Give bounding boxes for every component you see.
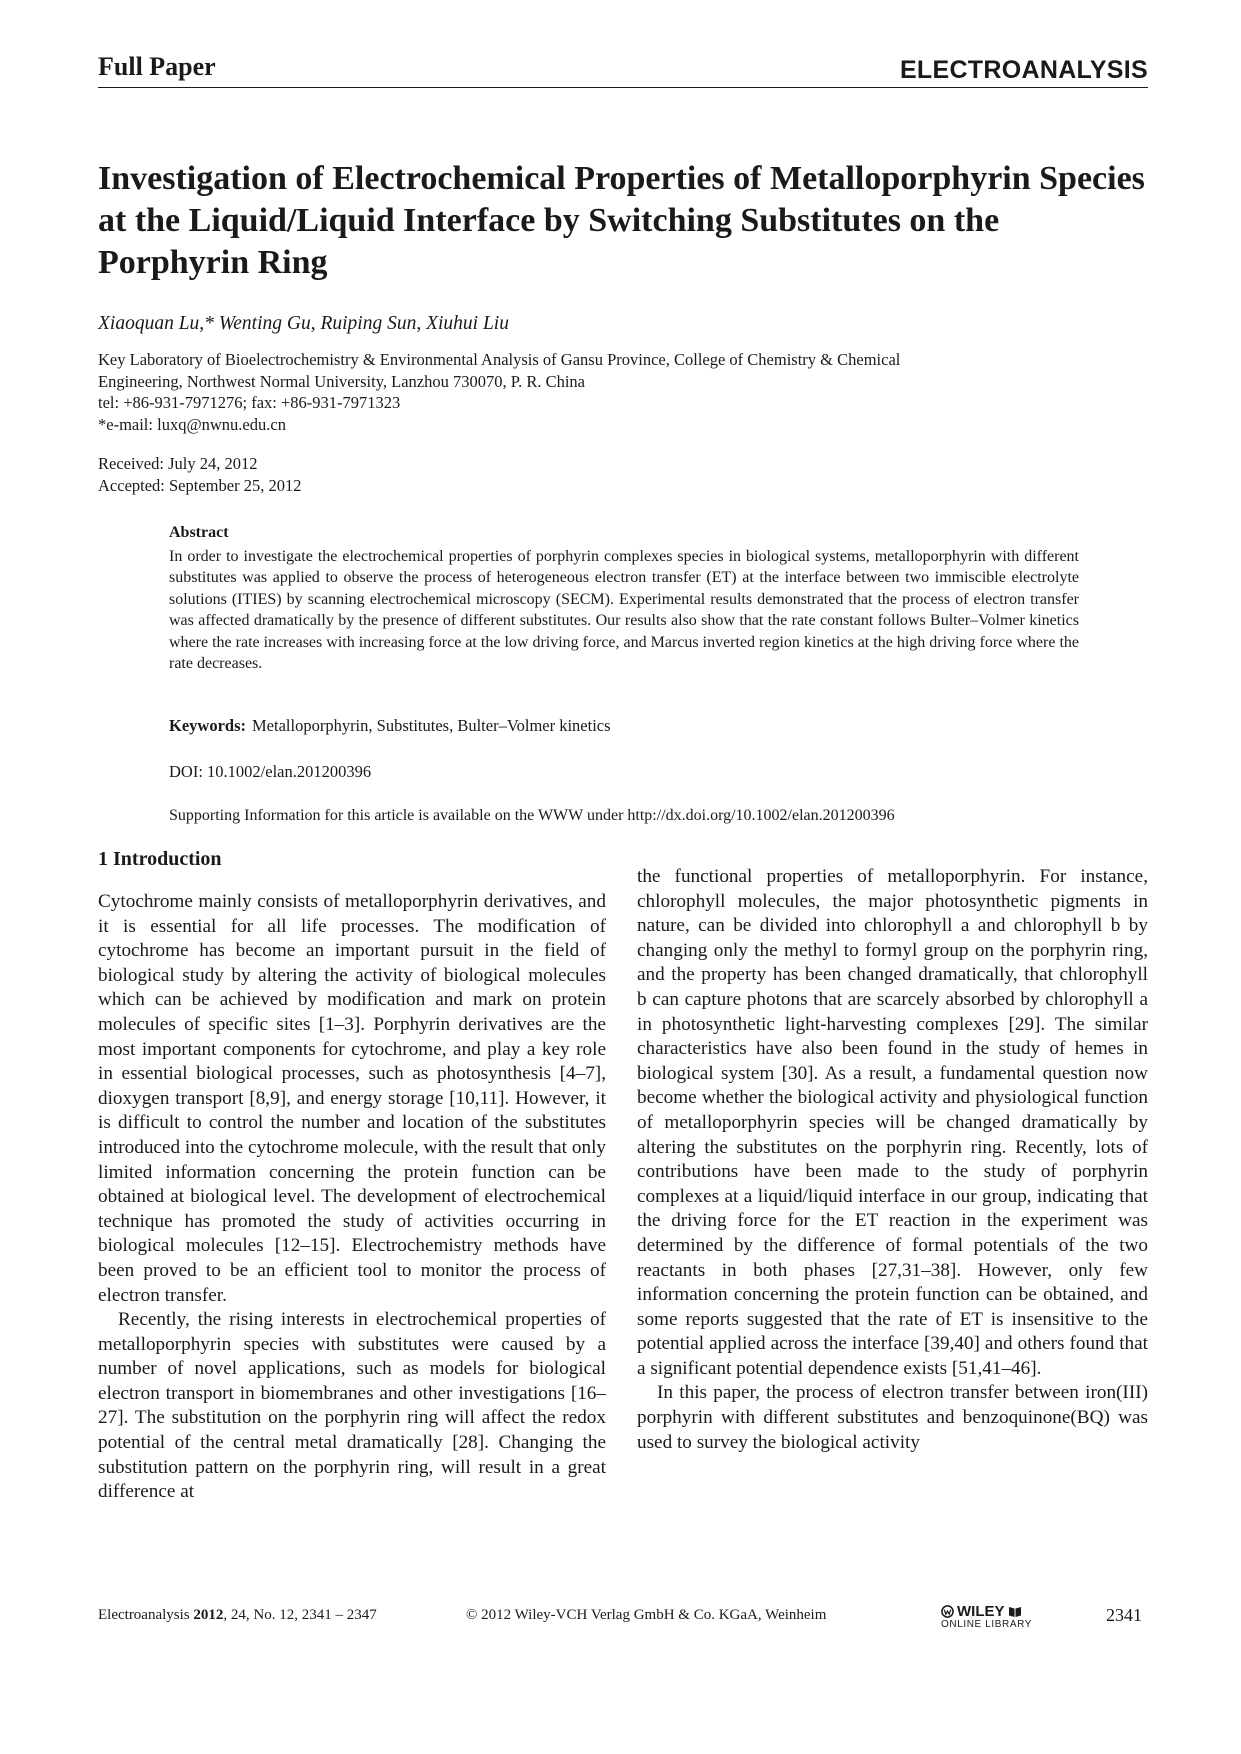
paragraph: Cytochrome mainly consists of metalloporphyrin derivatives, and it is essential for all life processes. The modification of cytochrome has become an important pursuit in the field of biological study by altering the activity of biological molecules which can be achieved by modification and mark on protein molecules of specific sites [1–3]. Porphyrin derivatives are the most important components for cytochrome, and play a key role in essential biological processes, such as photosynthesis [4–7], dioxygen transport [8,9], and energy storage [10,11]. However, it is difficult to control the number and location of the substitutes introduced into the cytochrome molecule, with the result that only limited information concerning the protein function can be obtained at biological level. The development of electrochemical technique has promoted the study of activities occurring in biological molecules [12–15]. Electrochemistry methods have been proved to be an efficient tool to monitor the process of electron transfer. <box>98 891 606 1306</box>
page-number: 2341 <box>1106 1605 1142 1625</box>
keywords-value: Metalloporphyrin, Substitutes, Bulter–Volmer kinetics <box>252 716 611 735</box>
article-title: Investigation of Electrochemical Properties of Metalloporphyrin Species at the Liquid/Liquid Interface by Switching Substitutes on the Porphyrin Ring <box>98 160 1145 281</box>
book-icon <box>1008 1605 1022 1618</box>
paragraph: In this paper, the process of electron transfer between iron(III) porphyrin with different substitutes and benzoquinone(BQ) was used to survey the biological activity <box>637 1382 1148 1453</box>
abstract-text: In order to investigate the electrochemical properties of porphyrin complexes species in biological systems, metalloporphyrin with different substitutes was applied to observe the process of heterogeneous electron transfer (ET) at the interface between two immiscible electrolyte solutions (ITIES) by scanning electrochemical microscopy (SECM). Experimental results demonstrated that the process of electron transfer was affected dramatically by the presence of different substitutes. Our results also show that the rate constant follows Bulter–Volmer kinetics where the rate increases with increasing force at the low driving force, and Marcus inverted region kinetics at the high driving force where the rate decreases. <box>169 547 1079 672</box>
footer-journal: Electroanalysis <box>98 1607 190 1623</box>
journal-name-header: ELECTROANALYSIS <box>899 56 1148 84</box>
abstract-heading: Abstract <box>169 524 229 541</box>
accepted-date: Accepted: September 25, 2012 <box>98 475 302 495</box>
header-divider <box>98 87 1148 88</box>
logo-sub-text: ONLINE LIBRARY <box>941 1619 1033 1630</box>
footer-copyright: © 2012 Wiley-VCH Verlag GmbH & Co. KGaA, Weinheim <box>466 1607 827 1623</box>
body-column-left <box>98 890 606 1505</box>
affiliation-line: Engineering, Northwest Normal University, Lanzhou 730070, P. R. China <box>98 371 585 391</box>
author-list: Xiaoquan Lu,* Wenting Gu, Ruiping Sun, Xiuhui Liu <box>98 313 509 334</box>
paragraph: Recently, the rising interests in electrochemical properties of metalloporphyrin species with substitutes were caused by a number of novel applications, such as models for biological electron transport in biomembranes and other investigations [16–27]. The substitution on the porphyrin ring will affect the redox potential of the central metal dramatically [28]. Changing the substitution pattern on the porphyrin ring, will result in a great difference at <box>98 1309 606 1503</box>
history-dates <box>98 453 301 496</box>
received-date: Received: July 24, 2012 <box>98 454 258 473</box>
keywords-label: Keywords: <box>169 716 246 735</box>
affiliation-line: Key Laboratory of Bioelectrochemistry & Environmental Analysis of Gansu Province, College of Chemistry & Chemical <box>98 350 901 369</box>
contact-phone-fax: tel: +86-931-7971276; fax: +86-931-7971323 <box>98 393 401 412</box>
logo-brand-text: WILEY <box>957 1603 1005 1620</box>
contact-email: *e-mail: luxq@nwnu.edu.cn <box>98 414 286 434</box>
paragraph: the functional properties of metalloporphyrin. For instance, chlorophyll molecules, the major photosynthetic pigments in nature, can be divided into chlorophyll a and chlorophyll b by changing only the methyl to formyl group on the porphyrin ring, and the property has been changed dramatically, that chlorophyll b can capture photons that are scarcely absorbed by chlorophyll a in photosynthetic light-harvesting complexes [29]. The similar characteristics have also been found in the study of hemes in biological system [30]. As a result, a fundamental question now become whether the biological activity and physiological function of metalloporphyrin species will be changed dramatically by altering the substitutes on the porphyrin ring. Recently, lots of contributions have been made to the study of porphyrin complexes at a liquid/liquid interface in our group, indicating that the driving force for the ET reaction in the experiment was determined by the difference of formal potentials of the two reactants in both phases [27,31–38]. However, only few information concerning the protein function can be obtained, and some reports suggested that the rate of ET is insensitive to the potential applied across the interface [39,40] and others found that a significant potential dependence exists [51,41–46]. <box>637 866 1148 1379</box>
keywords-line <box>169 716 611 736</box>
wiley-online-library-logo <box>941 1603 1032 1630</box>
affiliation-block <box>98 349 1158 435</box>
supporting-info-line: Supporting Information for this article is available on the WWW under http://dx.doi.org/10.1002/elan.201200396 <box>169 807 895 824</box>
running-header-section: Full Paper <box>98 52 216 81</box>
body-column-right <box>637 865 1148 1455</box>
doi-line: DOI: 10.1002/elan.201200396 <box>169 762 372 781</box>
wiley-emblem-icon <box>941 1605 954 1618</box>
section-heading-introduction: 1 Introduction <box>98 848 222 870</box>
footer-citation <box>98 1607 377 1624</box>
footer-volume: , 24, No. 12, 2341 – 2347 <box>223 1607 377 1623</box>
footer-year: 2012 <box>193 1607 224 1623</box>
abstract-block <box>169 522 1079 675</box>
